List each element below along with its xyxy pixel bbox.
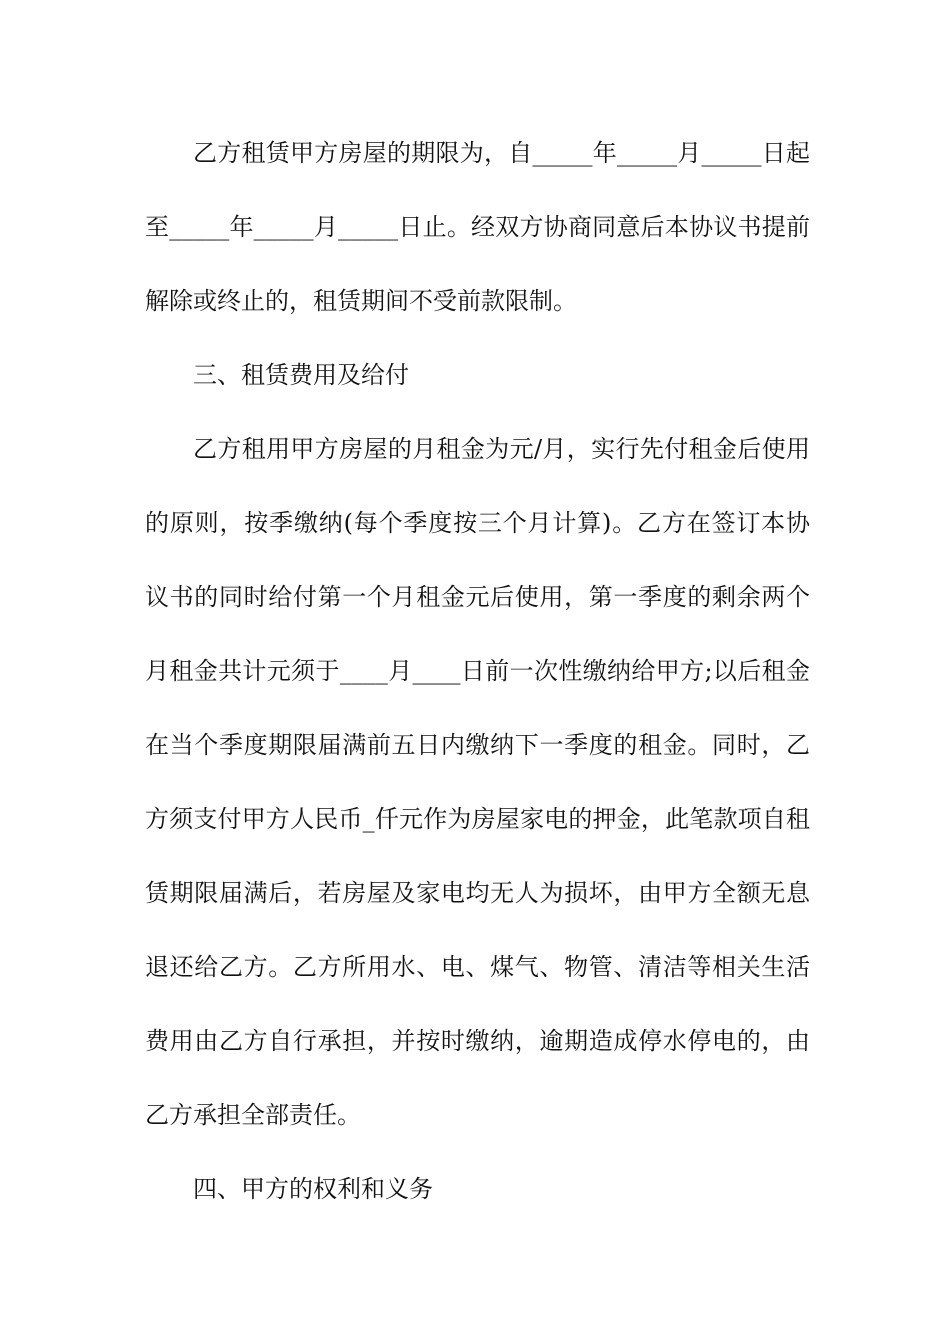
paragraph-rent-line-1: 乙方租用甲方房屋的月租金为元/月，实行先付租金后使用 <box>193 435 810 463</box>
section-heading-lessor-rights: 四、甲方的权利和义务 <box>193 1175 433 1203</box>
paragraph-rent-line-5: 在当个季度期限届满前五日内缴纳下一季度的租金。同时，乙 <box>145 731 810 759</box>
paragraph-rent-line-3: 议书的同时给付第一个月租金元后使用，第一季度的剩余两个 <box>145 583 810 611</box>
paragraph-lease-term-line-2: 至_____年_____月_____日止。经双方协商同意后本协议书提前 <box>145 213 810 241</box>
paragraph-rent-line-7: 赁期限届满后，若房屋及家电均无人为损坏，由甲方全额无息 <box>145 879 810 907</box>
paragraph-rent-line-8: 退还给乙方。乙方所用水、电、煤气、物管、清洁等相关生活 <box>145 953 810 981</box>
paragraph-lease-term-line-3: 解除或终止的，租赁期间不受前款限制。 <box>145 287 577 315</box>
paragraph-rent-line-10: 乙方承担全部责任。 <box>145 1101 361 1129</box>
paragraph-rent-line-9: 费用由乙方自行承担，并按时缴纳，逾期造成停水停电的，由 <box>145 1027 810 1055</box>
paragraph-rent-line-2: 的原则，按季缴纳(每个季度按三个月计算)。乙方在签订本协 <box>145 509 810 537</box>
paragraph-lease-term-line-1: 乙方租赁甲方房屋的期限为，自_____年_____月_____日起 <box>193 139 810 167</box>
paragraph-rent-line-4: 月租金共计元须于____月____日前一次性缴纳给甲方;以后租金 <box>145 657 810 685</box>
section-heading-rent-payment: 三、租赁费用及给付 <box>193 361 409 389</box>
paragraph-rent-line-6: 方须支付甲方人民币_仟元作为房屋家电的押金，此笔款项自租 <box>145 805 810 833</box>
